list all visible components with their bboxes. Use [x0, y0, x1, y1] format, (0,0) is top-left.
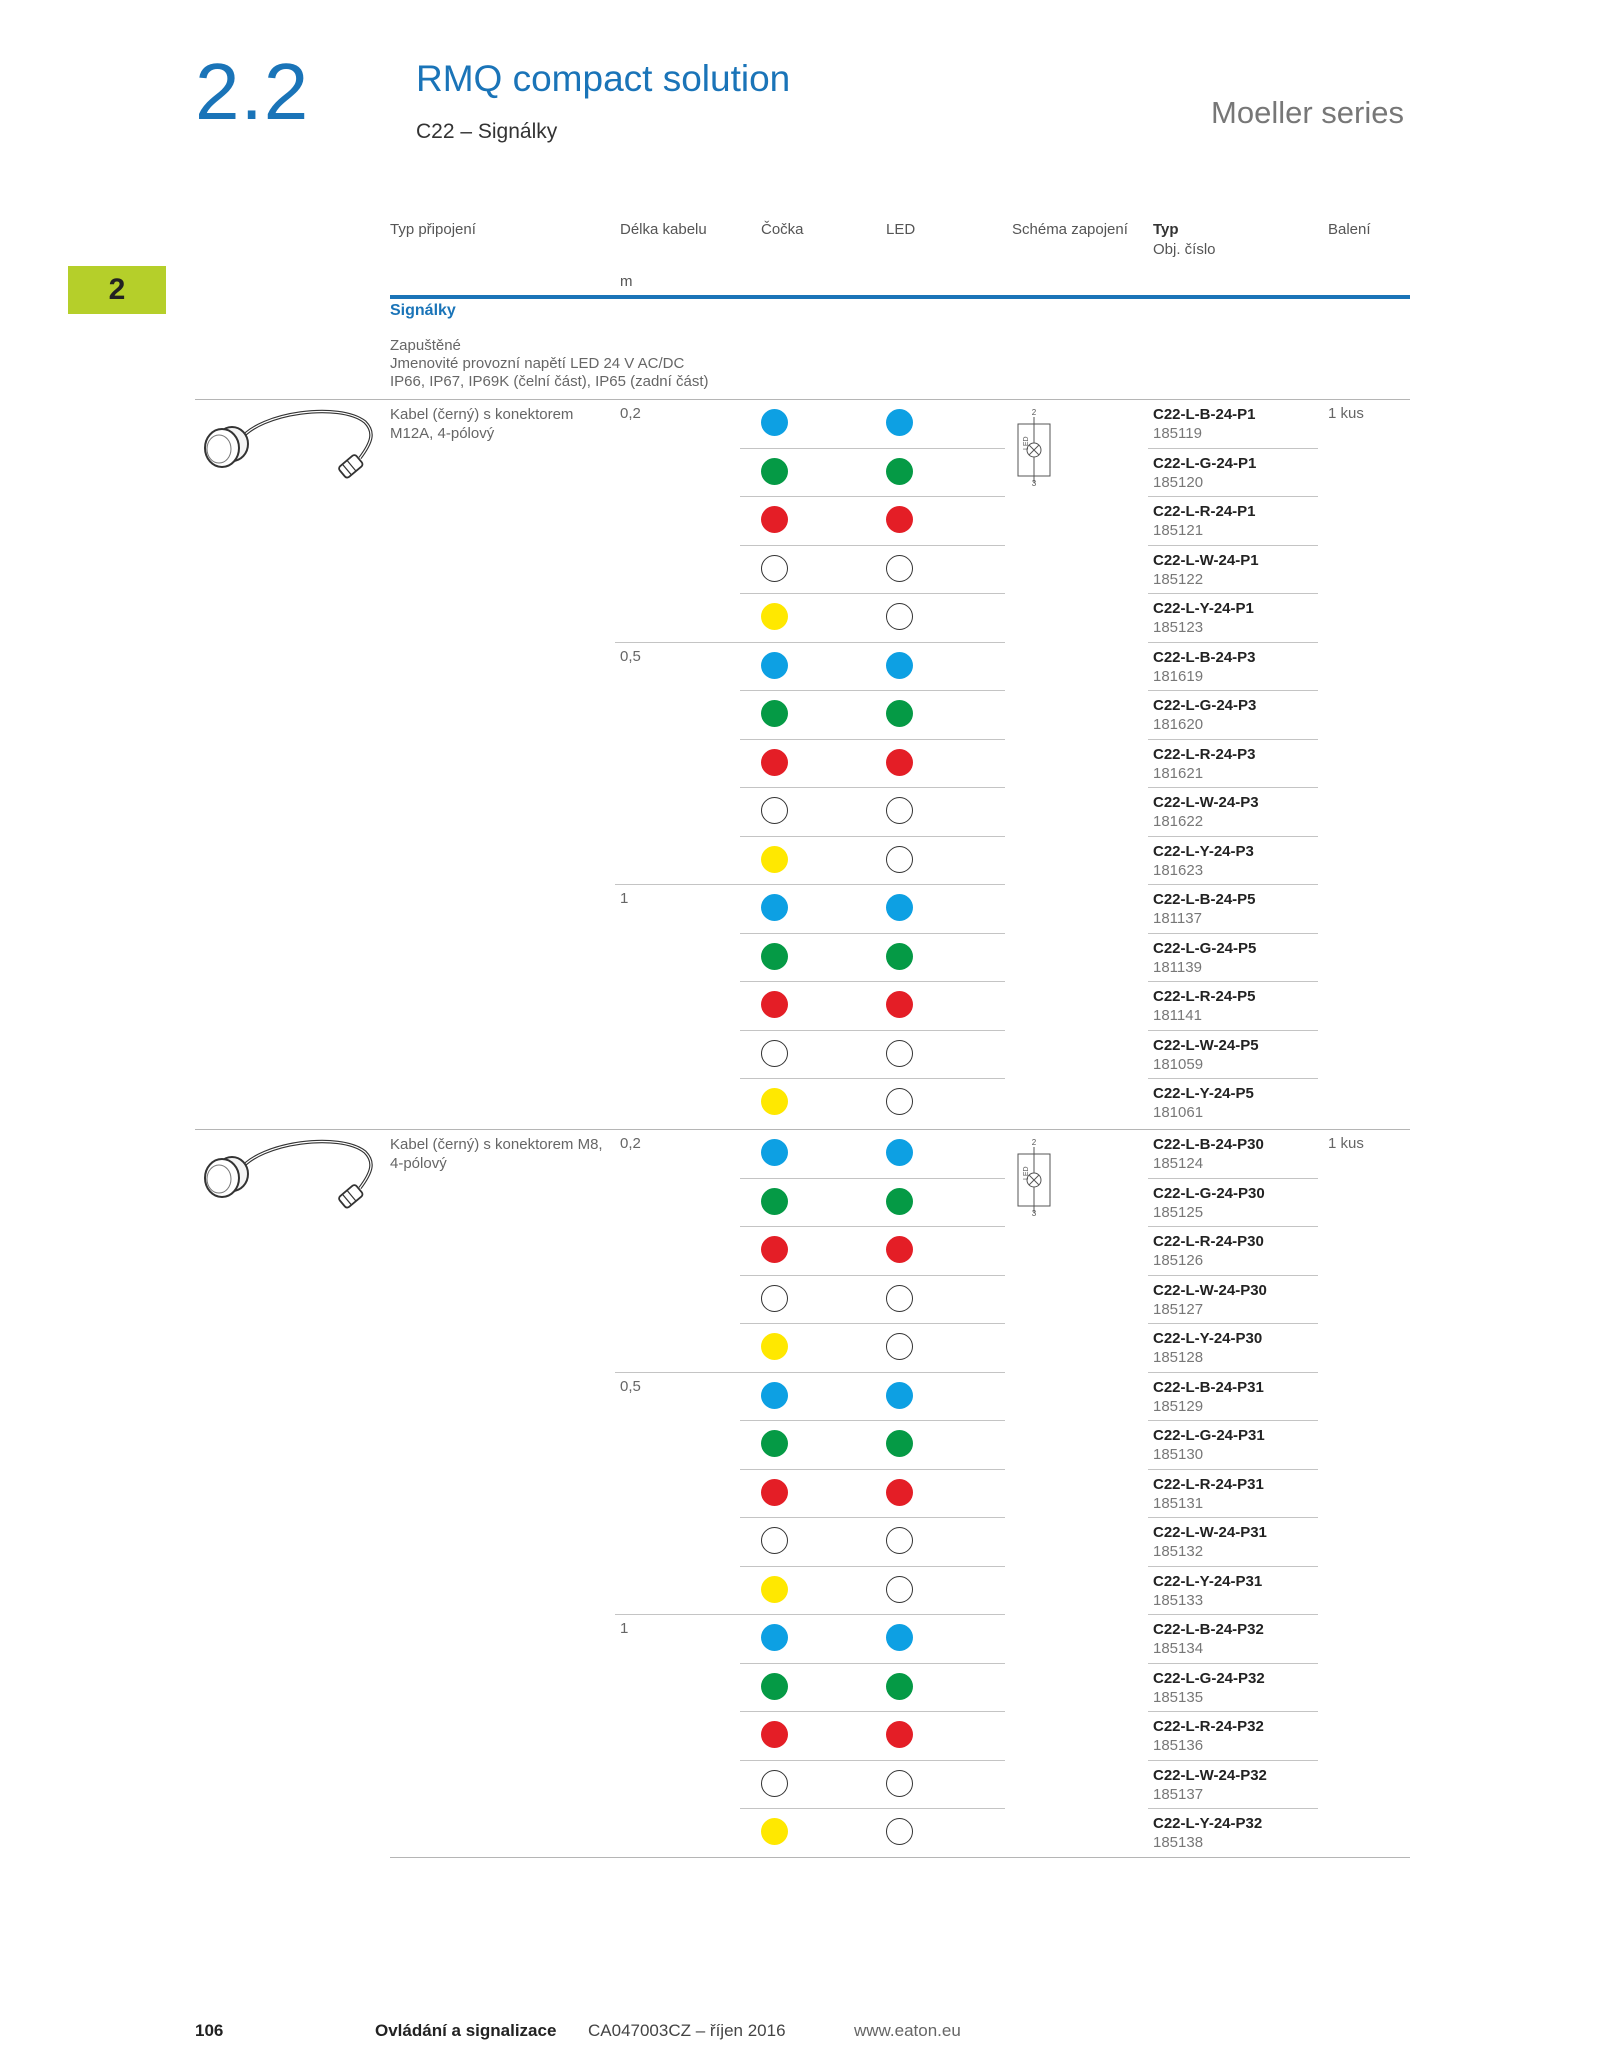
group-separator — [195, 399, 1410, 400]
type-code: C22-L-G-24-P30 — [1153, 1184, 1265, 1202]
packaging-text: 1 kus — [1328, 1135, 1364, 1152]
row-separator — [1148, 496, 1318, 497]
lens-color-dot — [761, 1673, 788, 1700]
part-number: 181141 — [1153, 1007, 1202, 1024]
led-color-dot — [886, 1527, 913, 1554]
lens-color-dot — [761, 458, 788, 485]
part-number: 181059 — [1153, 1055, 1204, 1073]
lens-color-dot — [761, 1430, 788, 1457]
row-separator — [1148, 1711, 1318, 1712]
part-number: 185132 — [1153, 1543, 1204, 1560]
group-separator — [195, 1129, 1410, 1130]
type-code: C22-L-Y-24-P30 — [1153, 1330, 1263, 1347]
type-code: C22-L-B-24-P5 — [1153, 891, 1256, 908]
part-number: 185133 — [1153, 1591, 1204, 1609]
svg-text:2: 2 — [1031, 408, 1037, 417]
cable-length: 0,2 — [620, 1135, 641, 1152]
connection-text: Kabel (černý) s konektorem M12A, 4-pólový — [390, 406, 574, 442]
row-separator — [1148, 1469, 1318, 1470]
led-color-dot — [886, 1721, 913, 1748]
led-color-dot — [886, 1040, 913, 1067]
led-color-dot — [886, 749, 913, 776]
row-separator — [740, 1566, 1005, 1567]
row-separator — [1148, 1078, 1318, 1079]
series-label: Moeller series — [1211, 95, 1404, 130]
category-desc-line: IP66, IP67, IP69K (čelní část), IP65 (zadní část) — [390, 373, 709, 390]
type-code: C22-L-G-24-P3 — [1153, 697, 1257, 714]
type-code: C22-L-B-24-P30 — [1153, 1136, 1264, 1153]
part-number: 185137 — [1153, 1785, 1204, 1803]
lens-color-dot — [761, 1624, 788, 1651]
row-separator — [1148, 448, 1318, 449]
type-code: C22-L-G-24-P32 — [1153, 1669, 1265, 1687]
col-connection: Typ připojení — [390, 221, 476, 238]
type-code: C22-L-G-24-P31 — [1153, 1427, 1265, 1444]
led-color-dot — [886, 458, 913, 485]
row-separator — [740, 1275, 1005, 1276]
part-number: 185125 — [1153, 1203, 1204, 1221]
footer-catalog: CA047003CZ – říjen 2016 — [588, 2021, 786, 2040]
lens-color-dot — [761, 1285, 788, 1312]
cable-length: 0,5 — [620, 647, 641, 665]
lens-color-dot — [761, 700, 788, 727]
footer-url[interactable]: www.eaton.eu — [854, 2021, 961, 2040]
lens-color-dot — [761, 943, 788, 970]
part-number: 185120 — [1153, 473, 1204, 491]
part-number: 181061 — [1153, 1104, 1204, 1121]
packaging-text: 1 kus — [1328, 405, 1364, 422]
type-code: C22-L-W-24-P3 — [1153, 794, 1259, 811]
type-code: C22-L-W-24-P30 — [1153, 1281, 1267, 1299]
led-color-dot — [886, 409, 913, 436]
product-image — [200, 1132, 380, 1217]
type-code: C22-L-Y-24-P32 — [1153, 1815, 1263, 1832]
part-number: 181137 — [1153, 910, 1202, 927]
page-subtitle: C22 – Signálky — [416, 120, 558, 143]
row-separator — [740, 690, 1005, 691]
wiring-schematic — [1012, 1136, 1056, 1221]
lens-color-dot — [761, 846, 788, 873]
part-number: 185128 — [1153, 1349, 1204, 1366]
part-number: 185127 — [1153, 1300, 1204, 1318]
row-separator — [740, 545, 1005, 546]
row-separator — [740, 787, 1005, 788]
lens-color-dot — [761, 1527, 788, 1554]
type-code: C22-L-R-24-P30 — [1153, 1233, 1264, 1250]
type-code: C22-L-B-24-P1 — [1153, 406, 1256, 423]
led-color-dot — [886, 846, 913, 873]
type-code: C22-L-B-24-P3 — [1153, 648, 1256, 666]
row-separator — [740, 1711, 1005, 1712]
led-color-dot — [886, 1430, 913, 1457]
led-color-dot — [886, 1333, 913, 1360]
row-separator — [740, 1226, 1005, 1227]
row-separator — [740, 1323, 1005, 1324]
lens-color-dot — [761, 1088, 788, 1115]
row-separator — [740, 1469, 1005, 1470]
type-code: C22-L-R-24-P31 — [1153, 1475, 1264, 1493]
row-separator — [740, 1078, 1005, 1079]
part-number: 181621 — [1153, 764, 1204, 782]
type-code: C22-L-Y-24-P31 — [1153, 1572, 1263, 1590]
row-separator — [1148, 1275, 1318, 1276]
type-code: C22-L-G-24-P5 — [1153, 939, 1257, 957]
lens-color-dot — [761, 797, 788, 824]
row-separator — [1148, 1517, 1318, 1518]
part-number: 185130 — [1153, 1446, 1204, 1463]
col-type — [1153, 220, 1216, 260]
category-title: Signálky — [390, 302, 456, 319]
lens-color-dot — [761, 1333, 788, 1360]
chapter-tab: 2 — [68, 266, 166, 314]
row-separator — [740, 448, 1005, 449]
wiring-schematic — [1012, 406, 1056, 491]
type-code: C22-L-R-24-P1 — [1153, 503, 1256, 520]
type-code: C22-L-Y-24-P3 — [1153, 842, 1254, 860]
led-color-dot — [886, 1382, 913, 1409]
type-code: C22-L-B-24-P32 — [1153, 1621, 1264, 1638]
lens-color-dot — [761, 555, 788, 582]
type-code: C22-L-W-24-P32 — [1153, 1766, 1267, 1784]
led-color-dot — [886, 1088, 913, 1115]
col-cable-length: Délka kabelu — [620, 221, 707, 238]
col-part-label: Obj. číslo — [1153, 241, 1216, 258]
lens-color-dot — [761, 1818, 788, 1845]
led-color-dot — [886, 1576, 913, 1603]
lens-color-dot — [761, 409, 788, 436]
row-separator — [740, 836, 1005, 837]
part-number: 185121 — [1153, 522, 1204, 539]
row-separator — [740, 933, 1005, 934]
row-separator — [1148, 593, 1318, 594]
lens-color-dot — [761, 1770, 788, 1797]
category-desc-line: Zapuštěné — [390, 337, 461, 354]
row-separator — [740, 981, 1005, 982]
type-code: C22-L-W-24-P5 — [1153, 1036, 1259, 1054]
led-color-dot — [886, 603, 913, 630]
row-separator — [740, 739, 1005, 740]
row-separator — [740, 1808, 1005, 1809]
cable-length: 1 — [620, 890, 629, 907]
part-number: 185124 — [1153, 1155, 1204, 1172]
row-separator — [740, 593, 1005, 594]
svg-text:3: 3 — [1031, 1209, 1037, 1216]
cable-length: 1 — [620, 1620, 629, 1637]
led-color-dot — [886, 652, 913, 679]
row-separator — [1148, 836, 1318, 837]
row-separator — [1148, 1178, 1318, 1179]
part-number: 181623 — [1153, 861, 1204, 879]
col-packaging: Balení — [1328, 221, 1371, 238]
type-code: C22-L-G-24-P1 — [1153, 454, 1257, 472]
type-code: C22-L-Y-24-P5 — [1153, 1085, 1254, 1102]
part-number: 181620 — [1153, 716, 1204, 733]
subgroup-separator — [615, 1372, 1005, 1373]
lens-color-dot — [761, 506, 788, 533]
lens-color-dot — [761, 1382, 788, 1409]
row-separator — [740, 1760, 1005, 1761]
lens-color-dot — [761, 603, 788, 630]
lens-color-dot — [761, 1236, 788, 1263]
unit-label: m — [620, 273, 633, 290]
type-code: C22-L-R-24-P5 — [1153, 988, 1256, 1005]
row-separator — [1148, 1030, 1318, 1031]
product-image — [200, 402, 380, 487]
led-color-dot — [886, 506, 913, 533]
lens-color-dot — [761, 1576, 788, 1603]
part-number: 185122 — [1153, 570, 1204, 588]
type-code: C22-L-B-24-P31 — [1153, 1378, 1264, 1396]
row-separator — [1148, 690, 1318, 691]
row-separator — [1148, 1760, 1318, 1761]
row-separator — [740, 1178, 1005, 1179]
row-separator — [1148, 1566, 1318, 1567]
row-separator — [1148, 1226, 1318, 1227]
col-wiring: Schéma zapojení — [1012, 221, 1128, 238]
led-color-dot — [886, 991, 913, 1018]
row-separator — [740, 1517, 1005, 1518]
cable-length: 0,5 — [620, 1377, 641, 1395]
part-number: 185123 — [1153, 619, 1204, 636]
svg-text:LED: LED — [1023, 436, 1030, 450]
row-separator — [1148, 545, 1318, 546]
lens-color-dot — [761, 1479, 788, 1506]
lens-color-dot — [761, 652, 788, 679]
subgroup-separator — [615, 884, 1005, 885]
lens-color-dot — [761, 991, 788, 1018]
part-number: 185119 — [1153, 425, 1202, 442]
part-number: 185126 — [1153, 1252, 1204, 1269]
part-number: 185131 — [1153, 1494, 1204, 1512]
led-color-dot — [886, 1285, 913, 1312]
row-separator — [1148, 642, 1318, 643]
type-code: C22-L-R-24-P3 — [1153, 745, 1256, 763]
subgroup-separator — [615, 1614, 1005, 1615]
led-color-dot — [886, 1236, 913, 1263]
led-color-dot — [886, 943, 913, 970]
lens-color-dot — [761, 749, 788, 776]
led-color-dot — [886, 555, 913, 582]
row-separator — [1148, 787, 1318, 788]
type-code: C22-L-R-24-P32 — [1153, 1718, 1264, 1735]
lens-color-dot — [761, 894, 788, 921]
led-color-dot — [886, 894, 913, 921]
svg-text:3: 3 — [1031, 479, 1037, 486]
led-color-dot — [886, 1479, 913, 1506]
part-number: 181619 — [1153, 667, 1204, 685]
page-title: RMQ compact solution — [416, 58, 791, 99]
subgroup-separator — [615, 642, 1005, 643]
col-type-label: Typ — [1153, 221, 1179, 238]
type-code: C22-L-Y-24-P1 — [1153, 600, 1254, 617]
row-separator — [1148, 884, 1318, 885]
part-number: 185134 — [1153, 1640, 1204, 1657]
row-separator — [1148, 981, 1318, 982]
row-separator — [1148, 1372, 1318, 1373]
part-number: 185136 — [1153, 1737, 1204, 1754]
col-lens: Čočka — [761, 221, 804, 238]
row-separator — [1148, 739, 1318, 740]
row-separator — [740, 1420, 1005, 1421]
part-number: 185138 — [1153, 1834, 1204, 1851]
row-separator — [1148, 1420, 1318, 1421]
type-code: C22-L-W-24-P31 — [1153, 1524, 1267, 1541]
header-rule — [390, 295, 1410, 299]
row-separator — [1148, 1808, 1318, 1809]
svg-text:LED: LED — [1023, 1166, 1030, 1180]
col-led: LED — [886, 221, 916, 238]
part-number: 181622 — [1153, 813, 1204, 830]
led-color-dot — [886, 1818, 913, 1845]
row-separator — [740, 1663, 1005, 1664]
led-color-dot — [886, 1673, 913, 1700]
part-number: 185135 — [1153, 1688, 1204, 1706]
row-separator — [1148, 933, 1318, 934]
row-separator — [740, 1030, 1005, 1031]
svg-text:2: 2 — [1031, 1138, 1037, 1147]
category-desc-line: Jmenovité provozní napětí LED 24 V AC/DC — [390, 355, 685, 372]
part-number: 181139 — [1153, 958, 1202, 976]
lens-color-dot — [761, 1188, 788, 1215]
row-separator — [1148, 1614, 1318, 1615]
type-code: C22-L-W-24-P1 — [1153, 551, 1259, 569]
led-color-dot — [886, 700, 913, 727]
led-color-dot — [886, 1188, 913, 1215]
row-separator — [1148, 1323, 1318, 1324]
row-separator — [740, 496, 1005, 497]
section-number: 2.2 — [195, 47, 310, 136]
led-color-dot — [886, 1770, 913, 1797]
page-number: 106 — [195, 2021, 224, 2040]
connection-text: Kabel (černý) s konektorem M8, 4-pólový — [390, 1136, 603, 1172]
led-color-dot — [886, 797, 913, 824]
lens-color-dot — [761, 1721, 788, 1748]
footer-section: Ovládání a signalizace — [375, 2021, 557, 2040]
lens-color-dot — [761, 1139, 788, 1166]
table-end-line — [390, 1857, 1410, 1858]
category-description — [390, 337, 709, 391]
lens-color-dot — [761, 1040, 788, 1067]
led-color-dot — [886, 1624, 913, 1651]
part-number: 185129 — [1153, 1397, 1204, 1415]
row-separator — [1148, 1663, 1318, 1664]
led-color-dot — [886, 1139, 913, 1166]
cable-length: 0,2 — [620, 405, 641, 422]
